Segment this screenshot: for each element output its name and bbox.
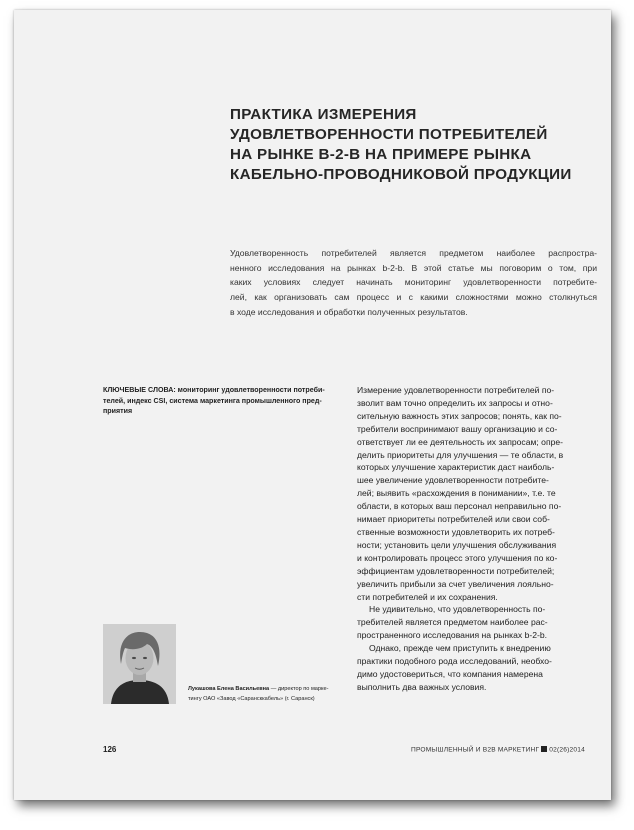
lead-paragraph	[230, 246, 597, 320]
body-line: и контролировать процесс этого улучшения по ко-	[357, 552, 558, 563]
body-line: Не удивительно, что удовлетворенность по-	[369, 604, 546, 615]
running-footer	[411, 746, 585, 754]
body-line: делить приоритеты для улучшения — те области, в	[357, 449, 564, 460]
body-line: которых улучшение характеристик даст наиболь-	[357, 462, 555, 473]
body-line: требителей является предметом наиболее рас-	[357, 617, 548, 628]
body-line: ности; установить цели улучшения обслуживания	[357, 539, 557, 550]
body-line: сти потребителей и их сохранения.	[357, 591, 498, 602]
keywords-block	[103, 385, 343, 417]
lead-line: в ходе исследования и обработки полученных результатов.	[230, 306, 468, 317]
body-line: ответствует ли ее деятельность их запросам; опре-	[357, 436, 564, 447]
author-role-part: — директор по марке-	[269, 686, 329, 692]
author-caption-line: тингу ОАО «Завод «Сарансккабель» (г. Саранск)	[188, 695, 315, 702]
body-text	[357, 384, 602, 694]
body-line: ственные возможности удовлетворить их потреб-	[357, 526, 555, 537]
keywords-line: телей, индекс CSI, система маркетинга промышленного пред-	[103, 396, 322, 405]
title-line: КАБЕЛЬНО-ПРОВОДНИКОВОЙ ПРОДУКЦИИ	[230, 166, 572, 183]
body-line: эффициентам удовлетворенности потребителей;	[357, 565, 555, 576]
body-line: пространенного исследования на рынках b-2-b.	[357, 630, 548, 641]
square-separator-icon	[541, 746, 547, 752]
author-caption-line	[188, 685, 343, 695]
body-line: требители воспринимают вашу организацию и со-	[357, 423, 558, 434]
journal-name: ПРОМЫШЛЕННЫЙ И B2B МАРКЕТИНГ	[411, 746, 540, 754]
body-line: димо удостовериться, что компания намерена	[357, 668, 543, 679]
author-caption	[188, 685, 343, 704]
body-line: зволит вам точно определить их запросы и отно-	[357, 397, 553, 408]
title-line: ПРАКТИКА ИЗМЕРЕНИЯ	[230, 106, 417, 123]
title-line: НА РЫНКЕ B-2-B НА ПРИМЕРЕ РЫНКА	[230, 146, 532, 163]
body-line: нимает приоритеты потребителей или свои соб-	[357, 514, 550, 525]
body-line: области, в которых ваш персонал неправильно по-	[357, 501, 562, 512]
issue-number: 02(26)2014	[549, 746, 585, 754]
body-line: лей; выявить «расхождения в понимании», т.е. те	[357, 488, 556, 499]
lead-line: лей, как организовать сам процесс и с какими сложностями можно столкнуться	[230, 292, 597, 303]
author-name: Лукашова Елена Васильевна	[188, 686, 270, 692]
lead-line: ненного исследования на рынках b-2-b. В этой статье мы поговорим о том, при	[230, 262, 597, 273]
lead-line: каких условиях следует начинать мониторинг удовлетворенности потребите-	[230, 277, 597, 288]
body-line: Измерение удовлетворенности потребителей по-	[357, 385, 555, 395]
body-line: выполнить два важных условия.	[357, 681, 487, 692]
author-photo	[103, 624, 176, 704]
page-number: 126	[103, 745, 117, 754]
magazine-page	[14, 10, 611, 800]
body-line: Однако, прежде чем приступить к внедрению	[369, 643, 551, 654]
body-line: практики подобного рода исследований, необхо-	[357, 656, 552, 667]
body-line: сительную важность этих запросов; понять, как по-	[357, 410, 562, 421]
author-portrait-image	[103, 624, 176, 704]
keywords-line: КЛЮЧЕВЫЕ СЛОВА: мониторинг удовлетворенности потреби-	[103, 386, 325, 394]
keywords-line: приятия	[103, 407, 133, 416]
lead-line: Удовлетворенность потребителей является предметом наиболее распростра-	[230, 248, 597, 258]
body-line: увеличить прибыли за счет увеличения лояльно-	[357, 578, 554, 589]
title-line: УДОВЛЕТВОРЕННОСТИ ПОТРЕБИТЕЛЕЙ	[230, 126, 548, 143]
article-title	[230, 105, 580, 185]
body-line: шее увеличение удовлетворенности потребите-	[357, 475, 549, 486]
